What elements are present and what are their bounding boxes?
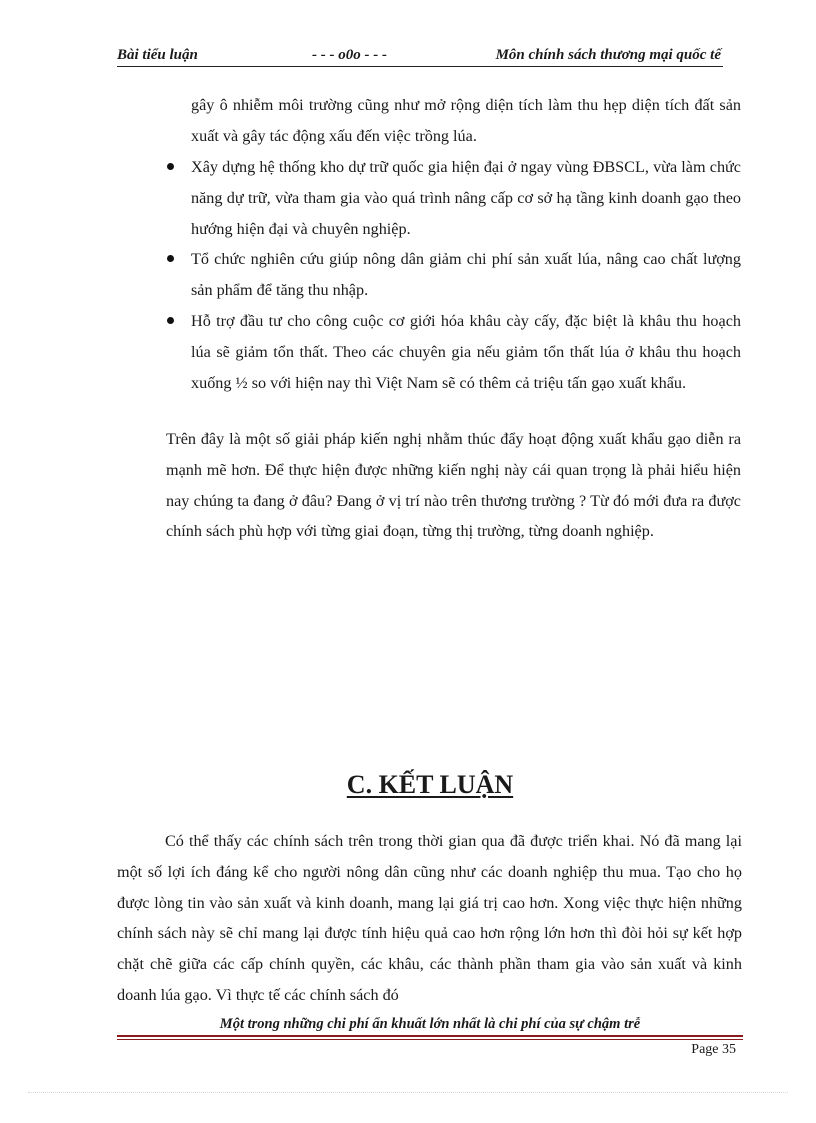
header-course-title: Môn chính sách thương mại quốc tế — [495, 47, 721, 63]
header-left-title: Bài tiểu luận — [117, 47, 198, 63]
section-title: C. KẾT LUẬN — [346, 770, 514, 799]
header-ornament: - - - o0o - - - — [312, 47, 387, 63]
bullet-dot-icon — [167, 163, 174, 170]
bullet-item: Tổ chức nghiên cứu giúp nông dân giảm chi phí sản xuất lúa, nâng cao chất lượng sản phẩm để tăng thu nhập. — [191, 250, 741, 299]
bullet-continuation: gây ô nhiễm môi trường cũng như mở rộng diện tích làm thu hẹp diện tích đất sản xuất và gây tác động xấu đến việc trồng lúa. — [191, 96, 741, 145]
page-number: Page 35 — [691, 1042, 736, 1057]
conclusion-paragraph: Có thể thấy các chính sách trên trong thời gian qua đã được triển khai. Nó đã mang lại một số lợi ích đáng kể cho người nông dân cũng như các doanh nghiệp thu mua. Tạo cho họ được lòng tin vào sản xuất và kinh doanh, mang lại giá trị cao hơn. Xong việc thực hiện những chính sách này sẽ chỉ mang lại được tính hiệu quả cao hơn rộng lớn hơn thì đòi hỏi sự kết hợp chặt chẽ giữa các cấp chính quyền, các khâu, các thành phần tham gia vào sản xuất và kinh doanh lúa gạo. Vì thực tế các chính sách đó — [117, 832, 742, 1004]
bullet-dot-icon — [167, 317, 174, 324]
footer-divider — [117, 1039, 743, 1040]
bullet-item: Hỗ trợ đầu tư cho công cuộc cơ giới hóa khâu cày cấy, đặc biệt là khâu thu hoạch lúa sẽ giảm tổn thất. Theo các chuyên gia nếu giảm tổn thất lúa ở khâu thu hoạch xuống ½ so với hiện nay thì Việt Nam sẽ có thêm cả triệu tấn gạo xuất khẩu. — [191, 312, 741, 392]
summary-paragraph: Trên đây là một số giải pháp kiến nghị nhằm thúc đẩy hoạt động xuất khẩu gạo diễn ra mạnh mẽ hơn. Để thực hiện được những kiến nghị này cái quan trọng là phải hiểu hiện nay chúng ta đang ở đâu? Đang ở vị trí nào trên thương trường ? Từ đó mới đưa ra được chính sách phù hợp với từng giai đoạn, từng thị trường, từng doanh nghiệp. — [166, 430, 741, 541]
footer-divider — [117, 1035, 743, 1037]
bullet-item: Xây dựng hệ thống kho dự trữ quốc gia hiện đại ở ngay vùng ĐBSCL, vừa làm chức năng dự trữ, vừa tham gia vào quá trình nâng cấp cơ sở hạ tầng kinh doanh gạo theo hướng hiện đại và chuyên nghiệp. — [191, 158, 741, 238]
page-header — [117, 46, 723, 67]
page-edge — [28, 1092, 788, 1093]
footer-quote: Một trong những chi phí ẩn khuất lớn nhất là chi phí của sự chậm trễ — [219, 1016, 641, 1032]
bullet-dot-icon — [167, 255, 174, 262]
